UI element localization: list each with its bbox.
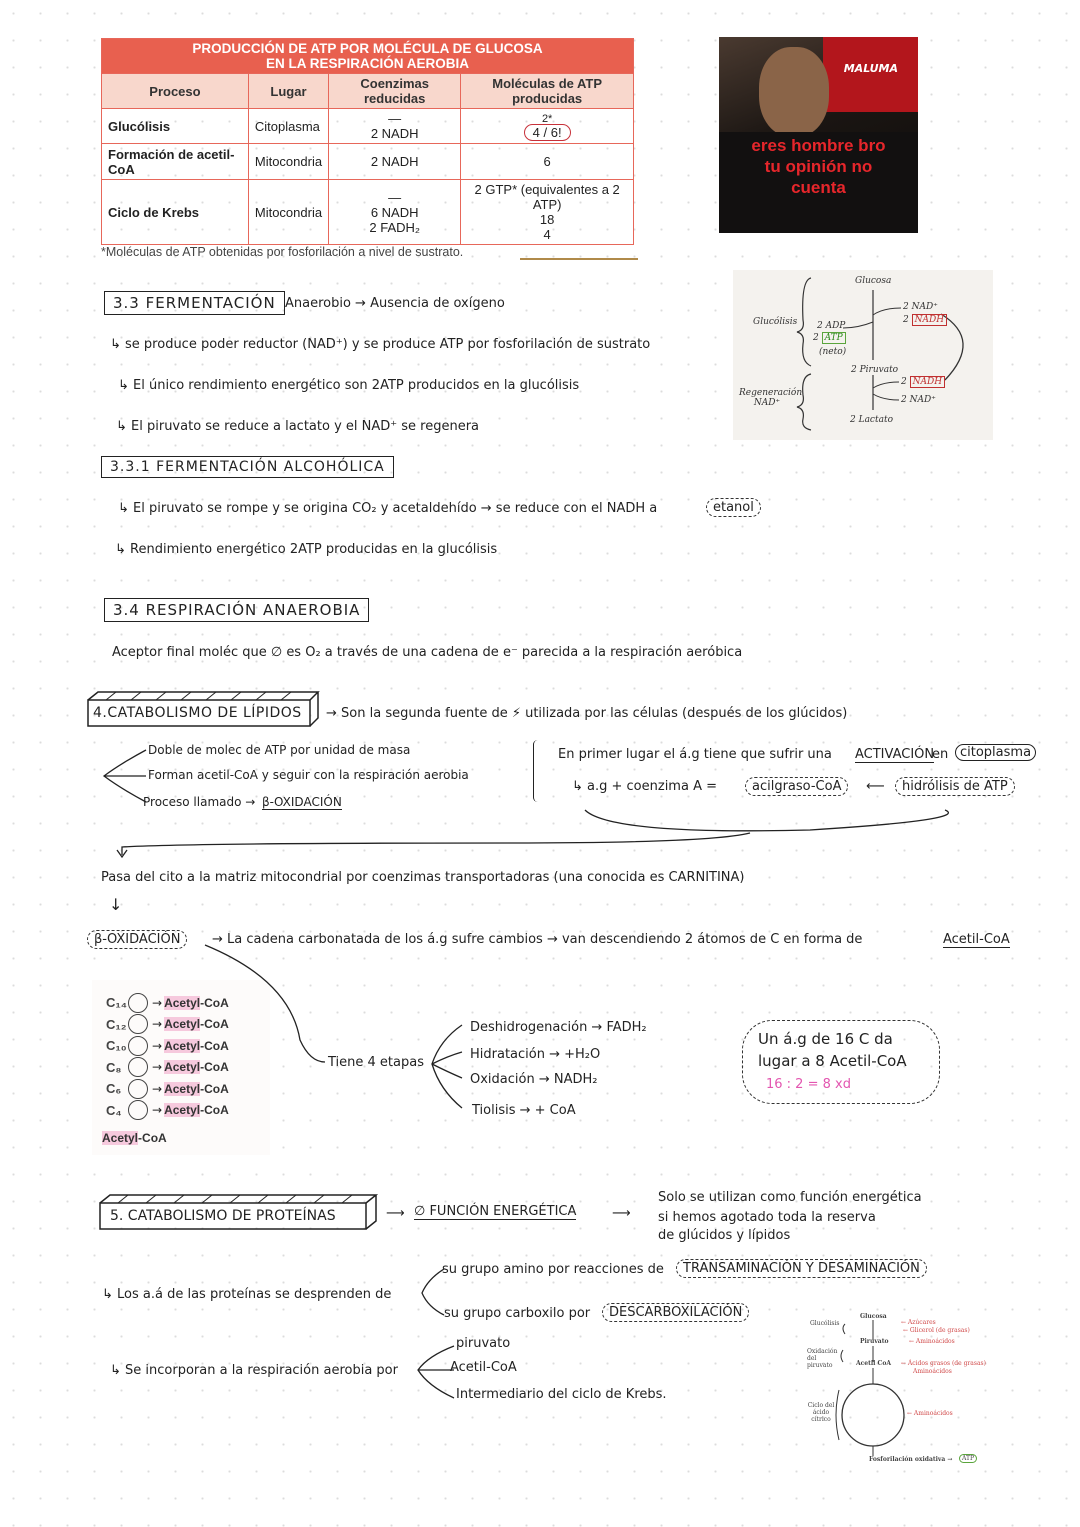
note-line: Un á.g de 16 C da: [758, 1030, 893, 1048]
ferm-alc-line: ↳ Rendimiento energético 2ATP producidas en la glucólisis: [115, 542, 498, 557]
fermentacion-line: ↳ se produce poder reductor (NAD⁺) y se produce ATP por fosforilación de sustrato: [110, 337, 651, 352]
solo-line: si hemos agotado toda la reserva: [658, 1210, 876, 1225]
etapa-item: Oxidación → NADH₂: [470, 1072, 598, 1087]
funcion-energetica: ∅ FUNCIÓN ENERGÉTICA: [414, 1204, 577, 1219]
section-title-ferm-alcoholica: 3.3.1 FERMENTACIÓN ALCOHÓLICA: [101, 456, 394, 478]
arrow-right: ⟶: [612, 1206, 631, 1221]
fermentacion-line: ↳ El piruvato se reduce a lactato y el NAD⁺ se regenera: [116, 419, 480, 434]
section-title-fermentacion: 3.3 FERMENTACIÓN: [104, 291, 285, 315]
activacion-word: ACTIVACIÓN: [855, 747, 935, 762]
circled-value: 4 / 6!: [524, 124, 571, 141]
section-title-lipidos: 4.CATABOLISMO DE LÍPIDOS: [93, 705, 302, 721]
descarboxilacion-cloud: DESCARBOXILACIÓN: [602, 1303, 749, 1322]
activation-text: En primer lugar el á.g tiene que sufrir una: [558, 747, 832, 762]
neto-label: (neto): [819, 347, 847, 357]
col-header: Coenzimas reducidas: [329, 74, 461, 109]
etapa-item: Deshidrogenación → FADH₂: [470, 1020, 647, 1035]
acetil-coa-word: Acetil-CoA: [943, 932, 1010, 947]
glucolisis-label: Glucólisis: [753, 317, 798, 327]
metabolism-overview-diagram: [805, 1310, 990, 1470]
glucosa-label: Glucosa: [860, 1313, 887, 1320]
pasa-line: Pasa del cito a la matriz mitocondrial por coenzimas transportadoras (una conocida es CARNITINA): [101, 870, 745, 885]
lipidos-bullet: Doble de molec de ATP por unidad de masa: [148, 743, 411, 757]
carbon-row: C₁₄ → Acetyl -CoA: [106, 992, 229, 1014]
beta-oxidacion-cloud: β-OXIDACIÓN: [87, 930, 187, 949]
aminoacidos-label: Aminoácidos: [913, 1368, 952, 1375]
adp-label: 2 ADP: [817, 321, 846, 331]
lipidos-bullet: Proceso llamado →: [143, 795, 256, 809]
etapa-item: Tiolisis → + CoA: [472, 1103, 576, 1118]
solo-line: Solo se utilizan como función energética: [658, 1190, 922, 1205]
beta-oxidacion-ref: β-OXIDACIÓN: [262, 795, 342, 809]
section-title-resp-anaerobia: 3.4 RESPIRACIÓN ANAEROBIA: [104, 598, 369, 622]
brace: [533, 740, 542, 802]
nadh-label: 2 NADH: [903, 315, 947, 325]
aminoacidos-label: ← Aminoácidos: [909, 1338, 955, 1345]
ciclo-label: Ciclo del ácido cítrico: [807, 1402, 835, 1423]
table-row: Ciclo de Krebs Mitocondria — 6 NADH 2 FADH₂ 2 GTP* (equivalentes a 2 ATP) 18 4: [102, 180, 634, 245]
etapas-label: Tiene 4 etapas: [328, 1055, 424, 1070]
col-header: Lugar: [248, 74, 328, 109]
glucosa-label: Glucosa: [855, 276, 892, 286]
divider: [520, 258, 638, 260]
down-arrow: ↓: [109, 895, 123, 914]
table-title: PRODUCCIÓN DE ATP POR MOLÉCULA DE GLUCOSA EN LA RESPIRACIÓN AEROBIA: [102, 39, 634, 74]
arrow-right: ⟶: [386, 1206, 405, 1221]
col-header: Moléculas de ATP producidas: [461, 74, 634, 109]
person-face: [759, 47, 829, 137]
lipidos-intro: → Son la segunda fuente de ⚡ utilizada por las células (después de los glúcidos): [326, 706, 848, 721]
citoplasma-circle: citoplasma: [955, 744, 1036, 761]
via-item: Intermediario del ciclo de Krebs.: [456, 1387, 667, 1402]
via-item: Acetil-CoA: [450, 1360, 517, 1375]
carbon-row: C₄ → Acetyl -CoA: [106, 1100, 229, 1122]
acilgraso-cloud: acilgraso-CoA: [745, 777, 848, 796]
col-header: Proceso: [102, 74, 249, 109]
brand-logo: MALUMA: [843, 62, 898, 75]
note-calc: 16 : 2 = 8 xd: [766, 1077, 851, 1092]
transaminacion-cloud: TRANSAMINACIÓN Y DESAMINACIÓN: [676, 1259, 927, 1278]
atp-production-table: [101, 38, 634, 245]
final-acetyl: Acetyl -CoA: [102, 1130, 167, 1145]
acetil-coa-label: Acetil CoA: [856, 1360, 891, 1367]
etapas-lines: [200, 940, 470, 1120]
en-word: en: [932, 747, 949, 762]
note-line: lugar a 8 Acetil-CoA: [758, 1052, 907, 1070]
nad-plus-label: 2 NAD⁺: [903, 302, 938, 312]
beta-desc: → La cadena carbonatada de los á.g sufre cambios → van descendiendo 2 átomos de C en forma de: [212, 932, 863, 947]
incorporan-line: ↳ Se incorporan a la respiración aerobia por: [110, 1363, 398, 1378]
fosforilacion-label: Fosforilación oxidativa →: [869, 1456, 953, 1463]
atp-label: 2 ATP: [813, 333, 846, 343]
diagram-shapes: [805, 1310, 990, 1470]
amino-line: su grupo amino por reacciones de: [442, 1262, 664, 1277]
meme-caption: eres hombre bro tu opinión no cuenta: [751, 136, 886, 197]
aminoacidos-label: ← Aminoácidos: [907, 1410, 953, 1417]
arrow-left: ⟵: [866, 779, 885, 794]
carbon-row: C₆ → Acetyl -CoA: [106, 1078, 229, 1100]
oxidacion-label: Oxidación del piruvato: [807, 1348, 838, 1369]
table-row: Formación de acetil-CoA Mitocondria 2 NADH 6: [102, 144, 634, 180]
etanol-cloud: etanol: [706, 498, 761, 517]
glucolisis-label: Glucólisis: [810, 1320, 840, 1327]
table-footnote: *Moléculas de ATP obtenidas por fosforilación a nivel de sustrato.: [101, 245, 464, 259]
hidrolisis-cloud: hidrólisis de ATP: [895, 777, 1015, 796]
nad-plus-bottom-label: 2 NAD⁺: [901, 395, 936, 405]
section-title-proteinas: 5. CATABOLISMO DE PROTEÍNAS: [110, 1208, 336, 1224]
lactato-label: 2 Lactato: [850, 415, 893, 425]
ferm-alc-line: ↳ El piruvato se rompe y se origina CO₂ y acetaldehído → se reduce con el NADH a: [118, 501, 658, 516]
atp-label: ATP: [959, 1454, 977, 1463]
nadh-bottom-label: 2 NADH: [901, 377, 945, 387]
fermentacion-line: ↳ El único rendimiento energético son 2ATP producidos en la glucólisis: [118, 378, 580, 393]
regeneracion-label: Regeneración NAD⁺: [739, 388, 803, 408]
lipidos-bullet: Forman acetil-CoA y seguir con la respiración aerobia: [148, 768, 469, 782]
resp-anaerobia-line: Aceptor final moléc que ∅ es O₂ a través de una cadena de e⁻ parecida a la respiración aeróbica: [112, 645, 743, 660]
azucares-label: ← Azúcares: [901, 1319, 936, 1326]
etapa-item: Hidratación → +H₂O: [470, 1047, 601, 1062]
carbon-row: C₁₂ → Acetyl -CoA: [106, 1014, 229, 1036]
carbon-row: C₈ → Acetyl -CoA: [106, 1057, 229, 1079]
glicerol-label: ← Glicerol (de grasas): [903, 1327, 970, 1334]
piruvato-label: 2 Piruvato: [851, 365, 899, 375]
desprenden-line: ↳ Los a.á de las proteínas se desprenden de: [102, 1287, 392, 1302]
carboxilo-line: su grupo carboxilo por: [444, 1306, 591, 1321]
via-item: piruvato: [456, 1336, 511, 1351]
solo-line: de glúcidos y lípidos: [658, 1228, 791, 1243]
lactic-fermentation-diagram: [733, 270, 993, 440]
piruvato-label: Piruvato: [860, 1338, 889, 1345]
curve-arrow: [110, 805, 970, 860]
fermentacion-subtitle: Anaerobio → Ausencia de oxígeno: [285, 296, 505, 311]
carbon-row: C₁₀ → Acetyl -CoA: [106, 1035, 229, 1057]
table-row: Glucólisis Citoplasma — 2 NADH 2* 4 / 6!: [102, 109, 634, 144]
meme-photo: [719, 37, 918, 233]
activation-equation: ↳ a.g + coenzima A =: [572, 779, 717, 794]
acidos-grasos-label: ← Ácidos grasos (de grasas): [901, 1360, 986, 1367]
